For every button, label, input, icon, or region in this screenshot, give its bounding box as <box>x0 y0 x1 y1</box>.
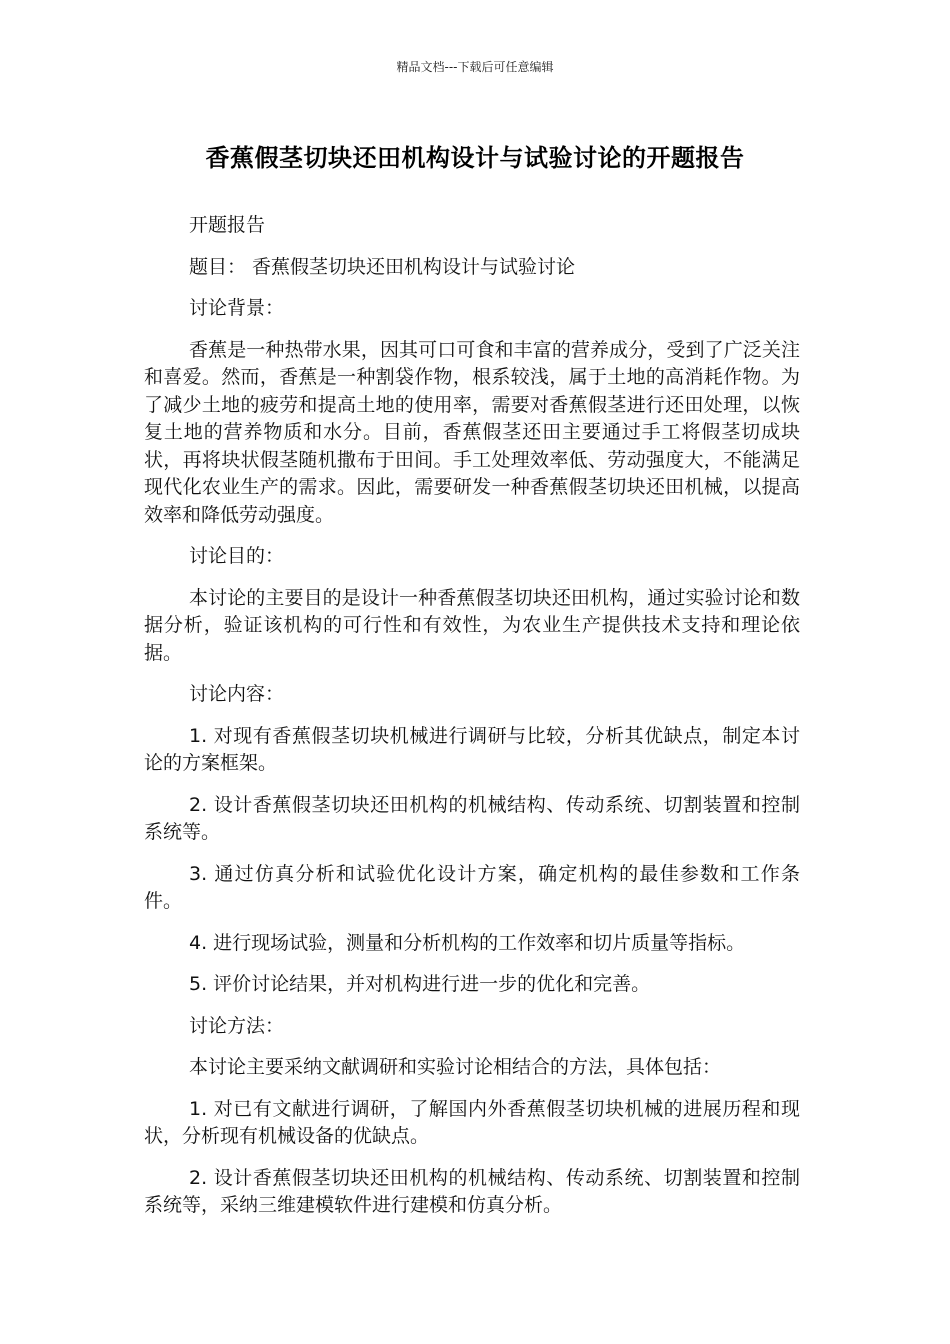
paragraph-background: 香蕉是一种热带水果，因其可口可食和丰富的营养成分，受到了广泛关注和喜爱。然而，香蕉是一种割袋作物，根系较浅，属于土地的高消耗作物。为了减少土地的疲劳和提高土地的使用率，需要对香蕉假茎进行还田处理，以恢复土地的营养物质和水分。目前，香蕉假茎还田主要通过手工将假茎切成块状，再将块状假茎随机撒布于田间。手工处理效率低、劳动强度大，不能满足现代化农业生产的需求。因此，需要研发一种香蕉假茎切块还田机械，以提高效率和降低劳动强度。 <box>144 338 800 526</box>
method-item-1: 1. 对已有文献进行调研，了解国内外香蕉假茎切块机械的进展历程和现状，分析现有机械设备的优缺点。 <box>144 1097 800 1147</box>
method-item-2: 2. 设计香蕉假茎切块还田机构的机械结构、传动系统、切割装置和控制系统等，采纳三维建模软件进行建模和仿真分析。 <box>144 1166 800 1216</box>
content-item-3: 3. 通过仿真分析和试验优化设计方案，确定机构的最佳参数和工作条件。 <box>144 862 800 912</box>
heading-content: 讨论内容： <box>189 683 285 705</box>
heading-purpose: 讨论目的： <box>189 545 285 567</box>
content-item-5: 5. 评价讨论结果，并对机构进行进一步的优化和完善。 <box>189 973 651 995</box>
paragraph-report-label: 开题报告 <box>189 214 266 236</box>
heading-method: 讨论方法： <box>189 1014 285 1037</box>
content-item-1: 1. 对现有香蕉假茎切块机械进行调研与比较，分析其优缺点，制定本讨论的方案框架。 <box>144 724 800 774</box>
header-note: 精品文档---下载后可任意编辑 <box>396 60 554 74</box>
heading-background: 讨论背景： <box>189 297 285 319</box>
document-body <box>144 212 800 1234</box>
paragraph-purpose: 本讨论的主要目的是设计一种香蕉假茎切块还田机构，通过实验讨论和数据分析，验证该机构的可行性和有效性，为农业生产提供技术支持和理论依据。 <box>144 586 800 664</box>
document-title: 香蕉假茎切块还田机构设计与试验讨论的开题报告 <box>205 144 745 172</box>
paragraph-method: 本讨论主要采纳文献调研和实验讨论相结合的方法，具体包括： <box>189 1056 722 1078</box>
content-item-2: 2. 设计香蕉假茎切块还田机构的机械结构、传动系统、切割装置和控制系统等。 <box>144 793 800 843</box>
paragraph-topic: 题目： 香蕉假茎切块还田机构设计与试验讨论 <box>189 255 576 278</box>
content-item-4: 4. 进行现场试验，测量和分析机构的工作效率和切片质量等指标。 <box>189 931 746 954</box>
